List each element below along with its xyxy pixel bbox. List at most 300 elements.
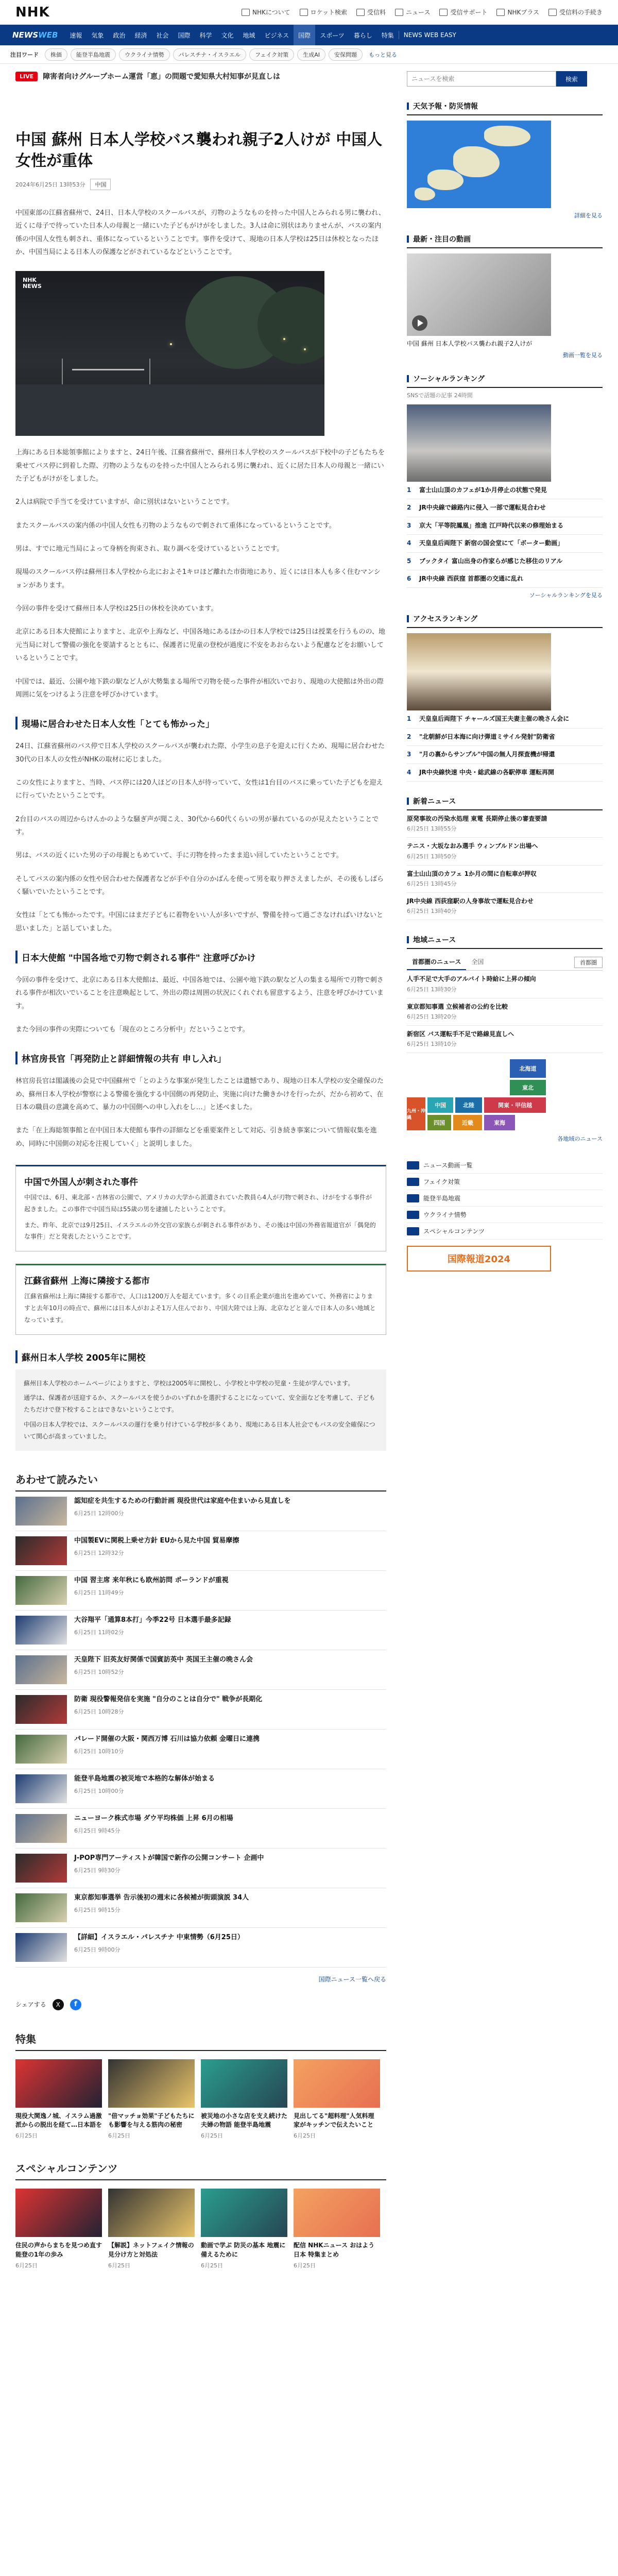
related-item[interactable] <box>15 1888 386 1928</box>
util-link-plus[interactable]: NHKプラス <box>496 8 539 16</box>
tab-capital[interactable]: 首都圏のニュース <box>407 954 466 970</box>
video-section <box>407 234 603 359</box>
features-card-title[interactable]: 現役大関逸ノ城、イスラム過激派からの脱出を経て…日本語を <box>15 2112 102 2129</box>
news-item[interactable] <box>407 998 603 1026</box>
news-item[interactable] <box>407 1026 603 1053</box>
related-item[interactable] <box>15 1531 386 1571</box>
related-thumbnail[interactable] <box>15 1735 67 1764</box>
weather-detail-link[interactable]: 詳細を見る <box>574 212 603 219</box>
search-icon <box>300 9 308 16</box>
article-paragraph: この女性によりますと、当時、バス停には20人ほどの日本人が待っていて、女性は1台目のバスに乗っていた子どもを迎えに行っていたということです。 <box>15 778 383 800</box>
features-card-date: 6月25日 <box>201 2132 223 2140</box>
ranking-item[interactable] <box>407 728 603 746</box>
related-title-text[interactable]: 天皇陛下 旧英友好関係で国賓訪英中 英国王主催の晩さん会 <box>74 1655 253 1664</box>
features-card-date: 6月25日 <box>294 2132 316 2140</box>
news-title[interactable]: 新宿区 バス運転手不足で路線見直しへ <box>407 1030 514 1038</box>
nhk-news-watermark: NHK NEWS <box>23 277 42 290</box>
video-heading: 最新・注目の動画 <box>407 234 603 248</box>
news-item[interactable] <box>407 810 603 838</box>
article-paragraph: 林官房長官は閣議後の会見で中国蘇州で「とのような事案が発生したことは遺憾であり、現地の日本人学校の安全確保のため、蘇州日本人学校が警察による警備を強化する中国側の再発防止、実施に向けた働きかけを行ったが、だから初めて、在日本の職員の意識を高めて、暴力の中国側への申し入れをし…」と述べました。 <box>15 1077 384 1112</box>
mini-link[interactable] <box>407 1207 603 1223</box>
ranking-number: 1 <box>407 486 411 494</box>
trend-chip[interactable]: パレスチナ・イスラエル <box>173 48 246 61</box>
section-heading-witness: 現場に居合わせた日本人女性「とても怖かった」 <box>15 717 386 730</box>
ranking-subtitle: SNSで話題の記事 24時間 <box>407 392 473 399</box>
related-item[interactable] <box>15 1809 386 1849</box>
ranking-item[interactable] <box>407 517 603 535</box>
related-date: 6月25日 11時49分 <box>74 1589 124 1596</box>
video-list-link[interactable]: 動画一覧を見る <box>563 352 603 359</box>
article-date: 2024年6月25日 13時53分 <box>15 181 85 188</box>
mini-link-label[interactable]: ニュース動画一覧 <box>423 1162 473 1170</box>
nav-item-region[interactable]: 地域 <box>243 31 255 39</box>
related-item[interactable] <box>15 1730 386 1769</box>
related-date: 6月25日 10時00分 <box>74 1787 124 1794</box>
section-heading-school: 蘇州日本人学校 2005年に開校 <box>15 1350 386 1363</box>
util-link-search[interactable]: ロケット検索 <box>300 8 347 16</box>
ranking-item[interactable] <box>407 482 603 499</box>
regional-news-heading: 地域ニュース <box>407 935 603 949</box>
article-paragraph: 男は、バスの近くにいた男の子の母親ともめていて、手に刃物を持ったまま追い回していたということです。 <box>15 852 343 860</box>
facebook-share-icon[interactable]: f <box>70 1999 81 2010</box>
special-card-date: 6月25日 <box>108 2262 130 2269</box>
nav-item-feature[interactable]: 特集 <box>381 31 394 39</box>
related-date: 6月25日 10時52分 <box>74 1668 124 1675</box>
util-link-fee[interactable]: 受信料 <box>356 8 386 16</box>
nhk-logo[interactable]: NHK <box>15 4 50 20</box>
support-icon <box>439 9 448 16</box>
article-paragraph: 2人は病院で手当てを受けていますが、命に別状はないということです。 <box>15 498 234 506</box>
news-title[interactable]: 富士山山頂のカフェ 1か月の間に自転車が押収 <box>407 870 537 877</box>
ranking-title[interactable]: "月の裏からサンプル"中国の無人月探査機が帰還 <box>419 751 555 758</box>
ranking-title[interactable]: 天皇皇后両陛下 チャールズ国王夫妻主催の晩さん会に <box>419 715 570 723</box>
trend-chip[interactable]: フェイク対策 <box>249 48 294 61</box>
ranking-number: 2 <box>407 733 411 740</box>
international-report-banner[interactable]: 国際報道2024 <box>407 1246 551 1272</box>
article-meta <box>15 179 386 190</box>
access-photo[interactable] <box>407 633 551 710</box>
related-title: あわせて読みたい <box>15 1471 386 1492</box>
news-icon <box>395 9 403 16</box>
special-card[interactable] <box>15 2189 102 2269</box>
section-heading-chief: 林官房長官「再発防止と詳細情報の共有 申し入れ」 <box>15 1052 386 1064</box>
region-tabs <box>407 954 603 971</box>
news-date: 6月25日 13時20分 <box>407 1013 457 1020</box>
related-item[interactable] <box>15 1690 386 1730</box>
ranking-item[interactable] <box>407 535 603 552</box>
article-paragraph: 今回の事件を受けて蘇州日本人学校は25日の休校を決めています。 <box>15 605 218 613</box>
trend-chip[interactable]: 株価 <box>45 48 67 61</box>
sidebar <box>407 64 603 2269</box>
x-share-icon[interactable]: X <box>53 1999 64 2010</box>
news-date: 6月25日 13時40分 <box>407 908 457 915</box>
main-nav <box>0 25 618 45</box>
special-card-image[interactable] <box>108 2189 195 2237</box>
util-link-procedure[interactable]: 受信料の手続き <box>548 8 603 16</box>
ranking-title[interactable]: 富士山山頂のカフェが1か月停止の状態で発見 <box>419 486 547 494</box>
special-card-date: 6月25日 <box>201 2262 223 2269</box>
article-tag[interactable]: 中国 <box>90 179 111 190</box>
features-card-title[interactable]: "倍マッチョ効果"子どもたちにも影響を与える筋肉の秘密 <box>108 2112 195 2129</box>
play-icon[interactable] <box>412 315 427 331</box>
news-title[interactable]: 原発事故の汚染水処理 東電 長期停止後の審査要請 <box>407 815 547 822</box>
related-text <box>74 1497 291 1526</box>
news-title[interactable]: テニス・大坂なおみ選手 ウィンブルドン出場へ <box>407 842 538 850</box>
ranking-item[interactable] <box>407 710 603 728</box>
region-chugoku[interactable]: 中国 <box>427 1097 453 1113</box>
related-item[interactable] <box>15 1611 386 1650</box>
nav-item-business[interactable]: ビジネス <box>264 31 289 39</box>
article-paragraph: 女性は「とても怖かったです。中国にはまだ子どもに着物をいい人が多いですが、警備を持って過ごさなければいけないと思いました」と話していました。 <box>15 911 383 933</box>
school-text: 蘇州日本人学校のホームページによりますと、学校は2005年に開校し、小学校と中学校の児童・生徒が学んでいます。 <box>24 1379 354 1387</box>
related-text <box>74 1695 262 1724</box>
ranking-item[interactable] <box>407 746 603 764</box>
social-ranking-heading: ソーシャルランキング <box>407 374 603 388</box>
features-card[interactable] <box>15 2059 102 2140</box>
ranking-list <box>407 482 603 588</box>
features-card-image[interactable] <box>201 2059 287 2108</box>
access-list <box>407 710 603 782</box>
related-thumbnail[interactable] <box>15 1933 67 1962</box>
document-icon <box>548 9 557 16</box>
related-item[interactable] <box>15 1769 386 1809</box>
info-box-title: 中国で外国人が刺された事件 <box>24 1177 138 1188</box>
latest-news-heading: 新着ニュース <box>407 796 603 810</box>
news-title[interactable]: JR中央線 西荻窪駅の人身事故で運転見合わせ <box>407 897 534 905</box>
nav-item-science[interactable]: 科学 <box>199 31 212 39</box>
section-heading-embassy: 日本大使館 "中国各地で刃物で刺される事件" 注意呼びかけ <box>15 951 386 963</box>
trend-chip[interactable]: 安保問題 <box>329 48 363 61</box>
related-text <box>74 1933 244 1962</box>
related-text <box>74 1576 229 1605</box>
related-thumbnail[interactable] <box>15 1854 67 1883</box>
main-column <box>15 64 386 2269</box>
nav-item-sports[interactable]: スポーツ <box>320 31 345 39</box>
related-title-text[interactable]: 大谷翔平「通算8本打」今季22号 日本選手最多記録 <box>74 1616 231 1624</box>
ranking-item[interactable] <box>407 553 603 570</box>
nav-item-culture[interactable]: 文化 <box>221 31 234 39</box>
util-link-news[interactable]: ニュース <box>395 8 430 16</box>
special-card-title[interactable]: 【解説】ネットフェイク情報の見分け方と対処法 <box>108 2242 194 2258</box>
nav-item-easy[interactable]: NEWS WEB EASY <box>403 31 456 39</box>
news-date: 6月25日 13時55分 <box>407 825 457 833</box>
featured-video[interactable] <box>407 253 551 336</box>
ranking-title[interactable]: JR中央線で線路内に侵入 一部で運転見合わせ <box>419 504 546 512</box>
nav-item-society[interactable]: 社会 <box>156 31 169 39</box>
special-card-title[interactable]: 動画で学ぶ 防災の基本 地震に備えるために <box>201 2242 286 2258</box>
special-title: スペシャルコンテンツ <box>15 2160 386 2180</box>
util-link-about[interactable]: NHKについて <box>242 8 290 16</box>
features-card-date: 6月25日 <box>15 2132 38 2140</box>
search-input[interactable] <box>407 71 556 87</box>
related-text <box>74 1536 239 1565</box>
features-card-image[interactable] <box>294 2059 380 2108</box>
ranking-item[interactable] <box>407 499 603 517</box>
news-date: 6月25日 13時45分 <box>407 880 457 887</box>
region-news-list <box>407 971 603 1053</box>
features-card-title[interactable]: 被災地の小さな店を支え続けた夫婦の物語 能登半島地震 <box>201 2112 288 2129</box>
article-paragraph: 北京にある日本大使館によりますと、北京や上海など、中国各地にあるほかの日本人学校では25日は授業を行うものの、地元当局に対して警備の強化を要請するとともに、保護者に児童の登校が過度に不安をあおらないよう配慮などをお願いしているということです。 <box>15 628 386 663</box>
related-thumbnail[interactable] <box>15 1655 67 1684</box>
share-bar <box>15 1999 386 2010</box>
article-paragraph: 2台目のバスの周辺からけんかのような騒ぎ声が聞こえ、30代から60代くらいの男が暴れているのが見えたということです。 <box>15 815 379 836</box>
mini-link-label[interactable]: スペシャルコンテンツ <box>423 1228 485 1235</box>
related-thumbnail[interactable] <box>15 1497 67 1526</box>
ranking-item[interactable] <box>407 764 603 782</box>
related-thumbnail[interactable] <box>15 1536 67 1565</box>
region-shikoku[interactable]: 四国 <box>427 1115 451 1130</box>
article-paragraph: また今回の事件の実際についても「現在のところ分析中」だということです。 <box>15 1026 249 1033</box>
search-bar <box>407 71 603 87</box>
region-kinki[interactable]: 近畿 <box>453 1115 482 1130</box>
features-card[interactable] <box>108 2059 195 2140</box>
related-thumbnail[interactable] <box>15 1814 67 1843</box>
features-card-image[interactable] <box>108 2059 195 2108</box>
news-item[interactable] <box>407 971 603 998</box>
related-title-text[interactable]: 中国 習主席 来年秋にも欧州訪問 ポーランドが重視 <box>74 1576 229 1584</box>
mini-link[interactable] <box>407 1190 603 1207</box>
trend-chip[interactable]: 生成AI <box>297 48 325 61</box>
trending-more-link[interactable]: もっと見る <box>369 51 398 58</box>
region-tohoku[interactable]: 東北 <box>510 1080 546 1095</box>
share-label: シェアする <box>15 2001 46 2009</box>
special-card-image[interactable] <box>201 2189 287 2237</box>
region-more-link[interactable]: 各地域のニュース <box>557 1136 603 1143</box>
trend-chip[interactable]: 能登半島地震 <box>71 48 116 61</box>
special-card-title[interactable]: 配信 NHKニュース おはよう日本 特集まとめ <box>294 2242 375 2258</box>
mini-link-label[interactable]: 能登半島地震 <box>423 1195 461 1202</box>
region-map <box>407 1059 551 1131</box>
related-text <box>74 1616 231 1645</box>
social-ranking-section <box>407 374 603 599</box>
access-ranking-section <box>407 614 603 782</box>
info-box-foreigners <box>15 1165 386 1251</box>
weather-section <box>407 101 603 219</box>
ranking-title[interactable]: JR中央線快速 中央・総武線の各駅停車 運転再開 <box>419 768 555 776</box>
related-date: 6月25日 10時10分 <box>74 1748 124 1755</box>
features-card-image[interactable] <box>15 2059 102 2108</box>
mini-links-section <box>407 1157 603 1272</box>
nav-item-economy[interactable]: 経済 <box>134 31 147 39</box>
mini-link-label[interactable]: ウクライナ情勢 <box>423 1211 467 1219</box>
related-thumbnail[interactable] <box>15 1893 67 1922</box>
related-item[interactable] <box>15 1928 386 1968</box>
mini-link-icon <box>407 1194 419 1202</box>
live-banner[interactable] <box>15 64 386 89</box>
news-date: 6月25日 13時30分 <box>407 986 457 993</box>
news-list <box>407 810 603 920</box>
info-box-text: 江蘇省蘇州は上海に隣接する都市で、人口は1200万人を超えています。多くの日系企業が進出を進めていて、外務省によりますと去年10月の時点で、蘇州には日本人がおよそ1万人住んでおり、中国大陸では上海、北京などと並んで日本人の多い地域となっています。 <box>24 1293 376 1324</box>
related-title-text[interactable]: J-POP専門アーティストが韓国で新作の公開コンサート 企画中 <box>74 1854 264 1862</box>
related-item[interactable] <box>15 1492 386 1531</box>
news-date: 6月25日 13時10分 <box>407 1041 457 1048</box>
related-text <box>74 1854 264 1883</box>
mini-link[interactable] <box>407 1157 603 1174</box>
related-title-text[interactable]: 【詳細】イスラエル・パレスチナ 中東情勢（6月25日） <box>74 1933 244 1941</box>
region-select[interactable]: 首都圏 <box>574 957 603 968</box>
region-tokai[interactable]: 東海 <box>484 1115 515 1130</box>
nav-item-world[interactable]: 国際 <box>294 25 315 45</box>
ranking-number: 2 <box>407 504 411 512</box>
related-item[interactable] <box>15 1650 386 1690</box>
news-item[interactable] <box>407 866 603 893</box>
article-paragraph: 現場のスクールバス停は蘇州日本人学校から北におよそ1キロほど離れた市街地にあり、近くには日本人も多く住むマンションがあります。 <box>15 568 381 589</box>
news-title[interactable]: 東京都知事選 立候補者の公約を比較 <box>407 1003 508 1010</box>
trending-words-bar <box>0 45 618 64</box>
ranking-number: 3 <box>407 751 411 758</box>
search-button[interactable]: 検索 <box>556 71 587 87</box>
related-title-text[interactable]: 東京都知事選挙 告示後初の週末に各候補が街頭演説 34人 <box>74 1893 249 1902</box>
info-box-title: 江蘇省蘇州 上海に隣接する都市 <box>24 1276 150 1287</box>
related-title-text[interactable]: ニューヨーク株式市場 ダウ平均株価 上昇 6月の相場 <box>74 1814 233 1822</box>
mini-link[interactable] <box>407 1223 603 1240</box>
related-text <box>74 1893 249 1922</box>
features-card[interactable] <box>201 2059 287 2140</box>
nav-item-life[interactable]: 暮らし <box>353 31 372 39</box>
util-link-support[interactable]: 受信サポート <box>439 8 487 16</box>
ranking-more-link[interactable]: ソーシャルランキングを見る <box>529 592 603 599</box>
info-box-text: 中国では、6月、東北部・吉林省の公園で、アメリカの大学から派遣されていた教員ら4人が刃物で刺され、けがをする事件が起きました。この事件で中国当局は55歳の男を逮捕したということです。 <box>24 1194 372 1213</box>
news-date: 6月25日 13時50分 <box>407 853 457 860</box>
region-hokuriku[interactable]: 北陸 <box>455 1097 482 1113</box>
ranking-number: 4 <box>407 539 411 547</box>
related-title-text[interactable]: 認知症を共生するための行動計画 現役世代は家庭や住まいから見直しを <box>74 1497 291 1505</box>
top-utility-bar <box>0 0 618 25</box>
live-headline[interactable]: 障害者向けグループホーム運営「恵」の問題で愛知県大村知事が見直しは <box>43 73 281 81</box>
ranking-photo[interactable] <box>407 404 551 482</box>
school-text: 中国の日本人学校では、スクールバスの運行を乗り付けている学校が多くあり、現地にある日本人社会でもバスの安全確保について関心が高まっていました。 <box>24 1421 375 1440</box>
utility-links <box>242 8 603 16</box>
article-paragraph: 男は、すでに地元当局によって身柄を拘束され、取り調べを受けているということです。 <box>15 545 284 553</box>
related-list <box>15 1492 386 1968</box>
latest-news-section <box>407 796 603 920</box>
features-card-date: 6月25日 <box>108 2132 130 2140</box>
ranking-number: 1 <box>407 715 411 723</box>
related-title-text[interactable]: パレード開催の大阪・関西万博 石川は協力依頼 金曜日に連携 <box>74 1735 260 1743</box>
article-paragraph: また「在上海総領事館と在中国日本大使館も事件の詳細などを重要案件として対応、引き続き事案について情報収集を進め、同時に中国側の対応を注視していく」と説明しました。 <box>15 1127 377 1148</box>
about-icon <box>242 9 250 16</box>
live-badge: LIVE <box>15 72 38 81</box>
related-text <box>74 1774 215 1803</box>
access-ranking-heading: アクセスランキング <box>407 614 603 628</box>
features-card-title[interactable]: 見出してる"超料理"人気料理家がキッチンで伝えたいこと <box>294 2112 374 2129</box>
article-paragraph: 上海にある日本総領事館によりますと、24日午後、江蘇省蘇州で、蘇州日本人学校のスクールバスが下校中の子どもたちを乗せてバス停に到着した際、刃物のようなものを持った中国人とみられる男に襲われ、近くに居た日本人の母親と一緒にいた子どもがけがをしました。 <box>15 449 385 483</box>
ranking-title[interactable]: "北朝鮮が日本海に向け弾道ミサイル発射"防衛省 <box>419 733 555 740</box>
related-date: 6月25日 11時02分 <box>74 1629 124 1636</box>
ranking-number: 6 <box>407 574 411 582</box>
feature-cards <box>15 2059 386 2140</box>
mini-link-label[interactable]: フェイク対策 <box>423 1178 460 1186</box>
article-lead: 中国東部の江蘇省蘇州で、24日、日本人学校のスクールバスが、刃物のようなものを持った中国人とみられる男に襲われ、近くに母子で待っていた日本人の母親と一緒にいた子どもがけがをしました。3人は命に別状はありませんが、バスの案内係の中国人女性も刺され、重体になっているということです。事件を受けて、現地の日本人学校は25日は休校となったほか、中国当局による日本人の保護などがされているなどということです。 <box>15 209 385 257</box>
article-paragraph: 24日、江蘇省蘇州のバス停で日本人学校のスクールバスが襲われた際、小学生の息子を迎えに行くため、現場に居合わせた30代の日本人の女性がNHKの取材に応じました。 <box>15 742 385 764</box>
mini-links <box>407 1157 603 1240</box>
special-card[interactable] <box>108 2189 195 2269</box>
page-body <box>0 64 618 2269</box>
nav-item-weather[interactable]: 気象 <box>91 31 104 39</box>
ranking-item[interactable] <box>407 570 603 588</box>
school-info-box <box>15 1369 386 1451</box>
special-card[interactable] <box>294 2189 380 2269</box>
weather-heading: 天気予報・防災情報 <box>407 101 603 115</box>
news-item[interactable] <box>407 838 603 865</box>
news-title[interactable]: 人手不足で大手のアルバイト時給に上昇の傾向 <box>407 975 536 983</box>
video-caption[interactable]: 中国 蘇州 日本人学校バス襲われ親子2人けが <box>407 340 533 347</box>
news-web-brand[interactable]: NEWSWEB <box>12 30 58 40</box>
nav-item-politics[interactable]: 政治 <box>113 31 126 39</box>
ranking-number: 4 <box>407 768 411 776</box>
special-cards <box>15 2189 386 2269</box>
trend-chip[interactable]: ウクライナ情勢 <box>119 48 170 61</box>
features-title: 特集 <box>15 2031 386 2051</box>
related-date: 6月25日 9時45分 <box>74 1827 121 1834</box>
special-card-image[interactable] <box>294 2189 380 2237</box>
special-card-date: 6月25日 <box>294 2262 316 2269</box>
related-item[interactable] <box>15 1571 386 1611</box>
related-thumbnail[interactable] <box>15 1616 67 1645</box>
related-date: 6月25日 12時00分 <box>74 1510 124 1517</box>
article-paragraph: 中国では、最近、公園や地下鉄の駅など人が大勢集まる場所で刃物を使った事件が相次いでおり、現地の大使館は外出の際周囲に気をつけるよう注意を呼びかけています。 <box>15 677 384 699</box>
ranking-number: 3 <box>407 521 411 529</box>
related-date: 6月25日 9時30分 <box>74 1867 121 1874</box>
related-date: 6月25日 10時28分 <box>74 1708 124 1715</box>
info-box-suzhou <box>15 1264 386 1334</box>
special-card-date: 6月25日 <box>15 2262 38 2269</box>
special-card[interactable] <box>201 2189 287 2269</box>
region-kanto[interactable]: 関東・甲信越 <box>484 1097 546 1113</box>
mini-link-icon <box>407 1178 419 1186</box>
related-more-link[interactable]: 国際ニュース一覧へ戻る <box>318 1975 386 1983</box>
news-item[interactable] <box>407 893 603 920</box>
weather-map[interactable] <box>407 121 551 208</box>
related-title-text[interactable]: 防衛 現役警報発信を実施 "自分のことは自分で" 戦争が長期化 <box>74 1695 263 1703</box>
mini-link-icon <box>407 1227 419 1235</box>
related-date: 6月25日 12時32分 <box>74 1549 124 1556</box>
related-title-text[interactable]: 中国製EVに関税上乗せ方針 EUから見た中国 貿易摩擦 <box>74 1536 239 1545</box>
mini-link[interactable] <box>407 1174 603 1190</box>
tab-nationwide[interactable]: 全国 <box>471 958 484 966</box>
features-card[interactable] <box>294 2059 380 2140</box>
article-paragraph: またスクールバスの案内係の中国人女性も刃物のようなもので刺されて重体になっているということです。 <box>15 521 336 530</box>
article-photo <box>15 271 324 436</box>
related-text <box>74 1735 260 1764</box>
related-thumbnail[interactable] <box>15 1576 67 1605</box>
region-hokkaido[interactable]: 北海道 <box>510 1059 546 1078</box>
related-thumbnail[interactable] <box>15 1774 67 1803</box>
mini-link-icon <box>407 1211 419 1219</box>
ranking-title[interactable]: 京大「平等院鳳凰」推進 江戸時代以来の修理始まる <box>419 521 564 529</box>
nav-item-international[interactable]: 国際 <box>178 31 191 39</box>
special-card-image[interactable] <box>15 2189 102 2237</box>
yen-icon <box>356 9 365 16</box>
special-card-title[interactable]: 住民の声からまちを見つめ直す 能登の1年の歩み <box>15 2242 102 2258</box>
related-title-text[interactable]: 能登半島地震の被災地で本格的な解体が始まる <box>74 1774 215 1783</box>
related-thumbnail[interactable] <box>15 1695 67 1724</box>
related-text <box>74 1814 233 1843</box>
ranking-title[interactable]: ブックタイ 富山出身の作家らが感じた移住のリアル <box>419 557 563 565</box>
ranking-title[interactable]: JR中央線 西荻窪 首都圏の交通に乱れ <box>419 574 524 582</box>
related-text <box>74 1655 253 1684</box>
regional-news-section <box>407 935 603 1143</box>
article-paragraph: そしてバスの案内係の女性や居合わせた保護者などが手や自分のかばんを使って男を取り押さえましたが、その後もしばらく騒いでいたということです。 <box>15 875 384 896</box>
related-item[interactable] <box>15 1849 386 1888</box>
region-kyushu[interactable]: 九州・沖縄 <box>407 1097 425 1130</box>
school-text: 通学は、保護者が送迎するか、スクールバスを使うかのいずれかを選択することになっていて、安全面などを考慮して、子どもたちだけで登下校することはできないということです。 <box>24 1394 375 1414</box>
related-date: 6月25日 9時00分 <box>74 1946 121 1953</box>
nav-item-flash[interactable]: 速報 <box>70 31 82 39</box>
article-paragraph: 今回の事件を受けて、北京にある日本大使館は、最近、中国各地では、公園や地下鉄の駅など人の集まる場所で刃物で刺される事件が相次いでいることを注意喚起として、外出の際は周囲の状況にくれぐれも留意するよう、注意を呼びかけています。 <box>15 976 384 1010</box>
trending-label: 注目ワード <box>10 51 39 58</box>
ranking-title[interactable]: 天皇皇后両陛下 新宿の国会堂にて「ボーター動画」 <box>419 539 564 547</box>
